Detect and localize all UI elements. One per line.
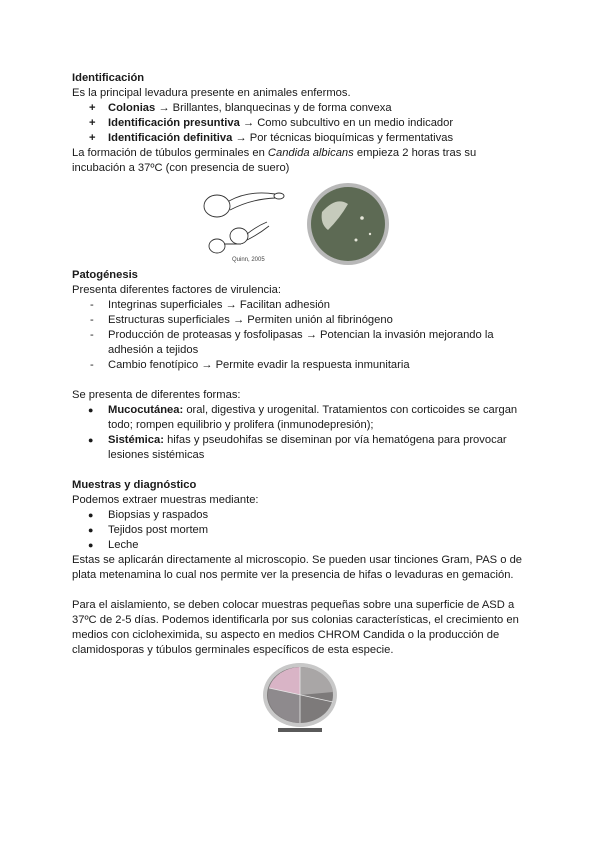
germ-tube-figure <box>72 182 528 268</box>
identificacion-intro: Es la principal levadura presente en animales enfermos. <box>72 87 351 99</box>
item-text: → Brillantes, blanquecinas y de forma convexa <box>155 102 392 114</box>
item-term: Colonias <box>108 102 156 114</box>
item-text: oral, digestiva y urogenital. Tratamientos con corticoides se cargan todo; rompen equilibrio y prolifera (inmunodepresión); <box>108 404 518 431</box>
muestras-list <box>72 508 528 553</box>
item-term: Identificación presuntiva <box>108 117 240 129</box>
list-item <box>72 433 528 463</box>
section-title-patogenesis: Patogénesis <box>72 269 138 281</box>
list-item <box>72 116 528 131</box>
item-term: Mucocutánea: <box>108 404 184 416</box>
section-title-muestras: Muestras y diagnóstico <box>72 479 197 491</box>
item-text: → Como subcultivo en un medio indicador <box>239 117 454 129</box>
species-name: Candida albicans <box>267 147 354 159</box>
list-item <box>72 101 528 116</box>
list-item <box>72 403 528 433</box>
list-item <box>72 131 528 146</box>
chrom-agar-figure <box>72 662 528 734</box>
formas-list <box>72 403 528 463</box>
germ-tube-drawing <box>197 184 307 264</box>
section-title-identificacion: Identificación <box>72 72 145 84</box>
item-term: Sistémica: <box>108 434 164 446</box>
formas-intro: Se presenta de diferentes formas: <box>72 389 241 401</box>
microscopio-paragraph: Estas se aplicarán directamente al microscopio. Se pueden usar tinciones Gram, PAS o de plata metenamina lo cual nos permite ver la presencia de hifas o levaduras en gemación. <box>72 554 523 581</box>
list-item: ● Tejidos post mortem <box>72 523 528 538</box>
item-term: Identificación definitiva <box>108 132 233 144</box>
list-item: ● Leche <box>72 538 528 553</box>
list-item: ● Biopsias y raspados <box>72 508 528 523</box>
petri-dish-photo <box>306 182 390 266</box>
muestras-intro: Podemos extraer muestras mediante: <box>72 494 259 506</box>
tubulos-paragraph: La formación de túbulos germinales en Candida albicans empieza 2 horas tras su incubación a 37ºC (con presencia de suero) <box>72 147 477 174</box>
identificacion-list <box>72 101 528 146</box>
item-text: hifas y pseudohifas se diseminan por vía hematógena para provocar lesiones sistémicas <box>108 434 507 461</box>
item-text: → Por técnicas bioquímicas y fermentativas <box>232 132 454 144</box>
list-item: - Estructuras superficiales → Permiten unión al fibrinógeno <box>72 313 528 328</box>
list-item: - Cambio fenotípico → Permite evadir la respuesta inmunitaria <box>72 358 528 373</box>
list-item: - Integrinas superficiales → Facilitan adhesión <box>72 298 528 313</box>
patogenesis-intro: Presenta diferentes factores de virulencia: <box>72 284 281 296</box>
figure-caption: Quinn, 2005 <box>232 257 265 263</box>
aislamiento-paragraph: Para el aislamiento, se deben colocar muestras pequeñas sobre una superficie de ASD a 37ºC de 2-5 días. Podemos identificarla por sus colonias características, el crecimiento en medios con cicloheximida, su aspecto en medios CHROM Candida o la producción de clamidosporas y túbulos germinales específicos de esta especie. <box>72 599 519 656</box>
document-page <box>72 71 528 734</box>
virulence-factors-list <box>72 298 528 373</box>
list-item: - Producción de proteasas y fosfolipasas → Potencian la invasión mejorando la adhesión a tejidos <box>72 328 528 358</box>
chrom-plate-photo <box>262 662 338 734</box>
